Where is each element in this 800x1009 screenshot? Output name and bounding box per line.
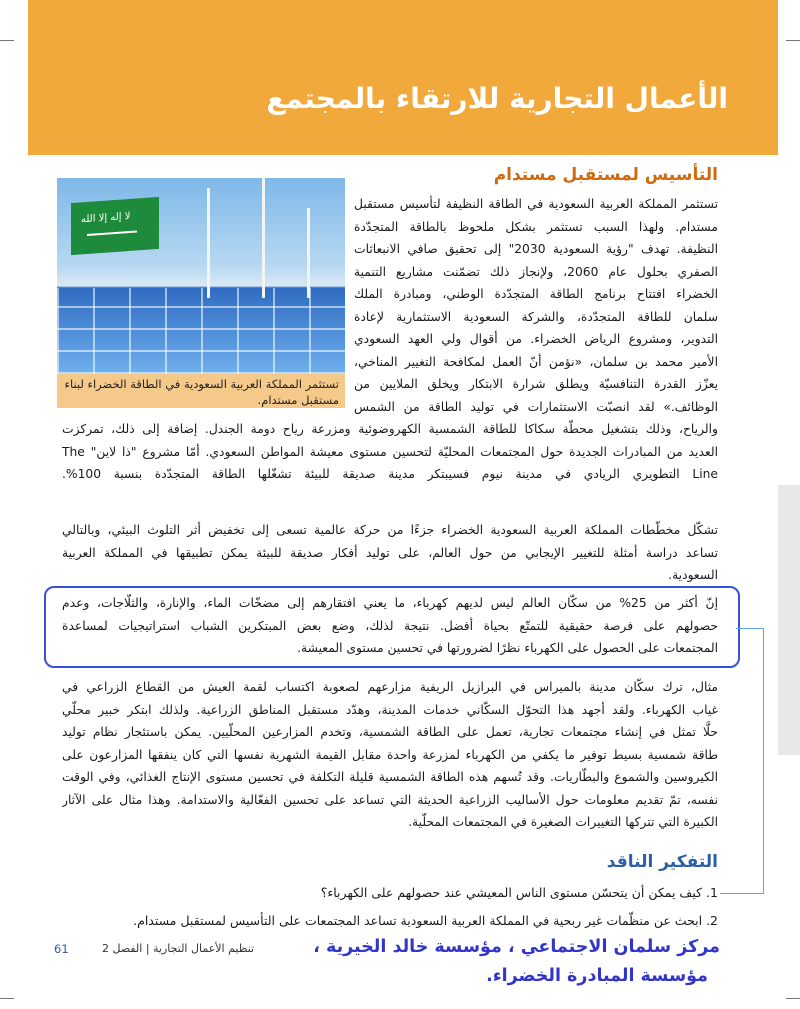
text-line: نفسه، تمّ تقديم معلومات حول الأساليب الزراعية الحديثة التي تساعد على تحسين الفعّالية والاستدامة. وهذا مثال على الآثار xyxy=(62,792,718,807)
text-line: حصولهم على فرصة حقيقية للتمتّع بحياة أفضل. نتيجة لذلك، وضع بعض المبتكرين الشباب استراتيجيات لمساعدة xyxy=(62,618,718,633)
wind-turbine xyxy=(207,188,210,298)
page-edge-strip xyxy=(778,485,800,755)
handwritten-answer-line2: مؤسسة المبادرة الخضراء. xyxy=(486,966,708,986)
text-line: مثال، ترك سكّان مدينة بالميراس في البرازيل الريفية مزارعهم لصعوبة اكتساب لقمة العيش من القطاع الزراعي في xyxy=(62,680,718,694)
paragraph-foundation xyxy=(354,193,718,418)
text-line: حلًّا تمثل في إنشاء مجتمعات تجارية، تعمل على الطاقة الشمسية، وتخدم المزارعين المحلّيين. يمكن باستئجار نظام توليد xyxy=(62,725,718,739)
title-banner xyxy=(28,0,778,155)
text-line: سلمان للطاقة المتجدّدة، والشركة السعودية الاستثمارية لإعادة xyxy=(354,309,718,324)
chapter-footer: تنظيم الأعمال التجارية | الفصل 2 xyxy=(102,942,255,955)
text-line: مستدام. ولهذا السبب تستثمر بشكل ملحوظ بالطاقة المتجدّدة xyxy=(354,219,718,234)
text-line: الوظائف.» لقد انصبّت الاستثمارات في توليد الطاقة من الشمس xyxy=(354,399,718,414)
page-title: الأعمال التجارية للارتقاء بالمجتمع xyxy=(266,82,728,115)
text-line: تساعد دراسة أمثلة للتغيير الإيجابي من حول العالم، على توليد أفكار صديقة للبيئة يمكن تطبيقها في المملكة العربية xyxy=(62,545,718,560)
text-line: العديد من المبادرات الجديدة حول المجتمعات المحليّة لتحسين مستوى معيشة المواطن السعودي. أمّا مشروع "ذا لاين" The xyxy=(62,444,718,459)
text-line: النظيفة. تهدف "رؤية السعودية 2030" إلى تحقيق صافي الانبعاثات xyxy=(354,242,718,256)
text-line: الكيروسين والشموع والبطّاريات. وقد تُسهم هذه الطاقة الشمسية قليلة التكلفة في تحسين مستوى الإنتاج الغذائي، وفي الوقت xyxy=(62,770,718,784)
question-2: 2. ابحث عن منظّمات غير ربحية في المملكة العربية السعودية تساعد المجتمعات على التأسيس لمستقبل مستدام. xyxy=(133,913,718,928)
question-1: 1. كيف يمكن أن يتحسّن مستوى الناس المعيشي عند حصولهم على الكهرباء؟ xyxy=(320,885,718,900)
section-heading: التأسيس لمستقبل مستدام xyxy=(493,165,718,185)
text-line: الصفري بحلول عام 2060، ولإنجاز ذلك تضمّنت مشاريع التنمية xyxy=(354,264,718,279)
solar-wind-photo xyxy=(57,178,345,374)
paragraph-electricity xyxy=(62,592,718,660)
page-number: 61 xyxy=(54,942,69,956)
photo-caption: تستثمر المملكة العربية السعودية في الطاقة الخضراء لبناء مستقبل مستدام. xyxy=(57,374,345,408)
text-line: السعودية. xyxy=(668,568,718,582)
crop-mark xyxy=(786,40,800,41)
flag-sword xyxy=(87,230,137,235)
connector-line xyxy=(763,628,764,893)
text-line: الخضراء افتتاح برنامج الطاقة المتجدّدة الوطني، ومبادرة الملك xyxy=(354,287,718,301)
wind-turbine xyxy=(262,178,265,298)
text-line: والرياح، وذلك بتشغيل محطّة سكاكا للطاقة الشمسية الكهروضوئية ومزرعة رياح دومة الجندل. إضافة إلى ذلك، تمركزت xyxy=(62,422,718,436)
text-line: طاقة شمسية بسيط توفير ما يكفي من الكهرباء لمزرعة واحدة مقابل القيمة الشهرية نفسها التي كان ينفقها المزارعون على xyxy=(62,747,718,762)
text-line: الكبيرة التي تتركها التغييرات الصغيرة في المجتمعات المحلّية. xyxy=(408,815,718,829)
text-line: إنّ أكثر من 25% من سكّان العالم ليس لديهم كهرباء، ما يعني افتقارهم إلى مضخّات الماء، والإنارة، والثلّاجات، وعدم xyxy=(62,596,718,610)
crop-mark xyxy=(786,998,800,999)
text-line: Line التطويري الريادي في مدينة نيوم فسيبتكر مدينة صديقة للبيئة تشغّلها الطاقة المتجدّدة بنسبة 100%. xyxy=(62,467,718,481)
flag-inscription: لا إله إلا الله xyxy=(81,210,131,226)
saudi-flag xyxy=(71,197,159,255)
text-line: المجتمعات على الحصول على الكهرباء نظرًا لضرورتها في تحسين مستوى المعيشة. xyxy=(297,641,718,655)
text-line: تستثمر المملكة العربية السعودية في الطاقة النظيفة لتأسيس مستقبل xyxy=(354,197,718,211)
wind-turbine xyxy=(307,208,310,298)
paragraph-foundation-cont xyxy=(62,418,718,486)
text-line: غياب الكهرباء. ولقد أجهد هذا التحوّل السكّاني خدمات المدينة، وهدّد مستقبل المناطق الزراعية. ولذلك ابتكر خبير محلّي xyxy=(62,702,718,717)
connector-line xyxy=(720,893,764,894)
solar-panels xyxy=(57,288,345,374)
handwritten-answer-line1: مركز سلمان الاجتماعي ، مؤسسة خالد الخيرية ، xyxy=(313,937,720,957)
crop-mark xyxy=(0,998,14,999)
text-line: الأمير محمد بن سلمان، «نؤمن أنّ العمل لمكافحة التغيير المناخي، xyxy=(354,354,718,369)
text-line: يعزّز القدرة التنافسيّة ويطلق شرارة الابتكار ويخلق الملايين من xyxy=(354,377,718,391)
paragraph-example xyxy=(62,676,718,834)
connector-line xyxy=(736,628,764,629)
paragraph-global xyxy=(62,519,718,587)
text-line: تشكّل مخطّطات المملكة العربية السعودية الخضراء جزءًا من حركة عالمية تسعى إلى تخفيض أثر التلوث البيئي، وبالتالي xyxy=(62,523,718,537)
crop-mark xyxy=(0,40,14,41)
critical-thinking-heading: التفكير الناقد xyxy=(606,852,718,872)
text-line: التدوير، ومشروع الرياض الخضراء. من أقوال ولي العهد السعودي xyxy=(354,332,718,346)
